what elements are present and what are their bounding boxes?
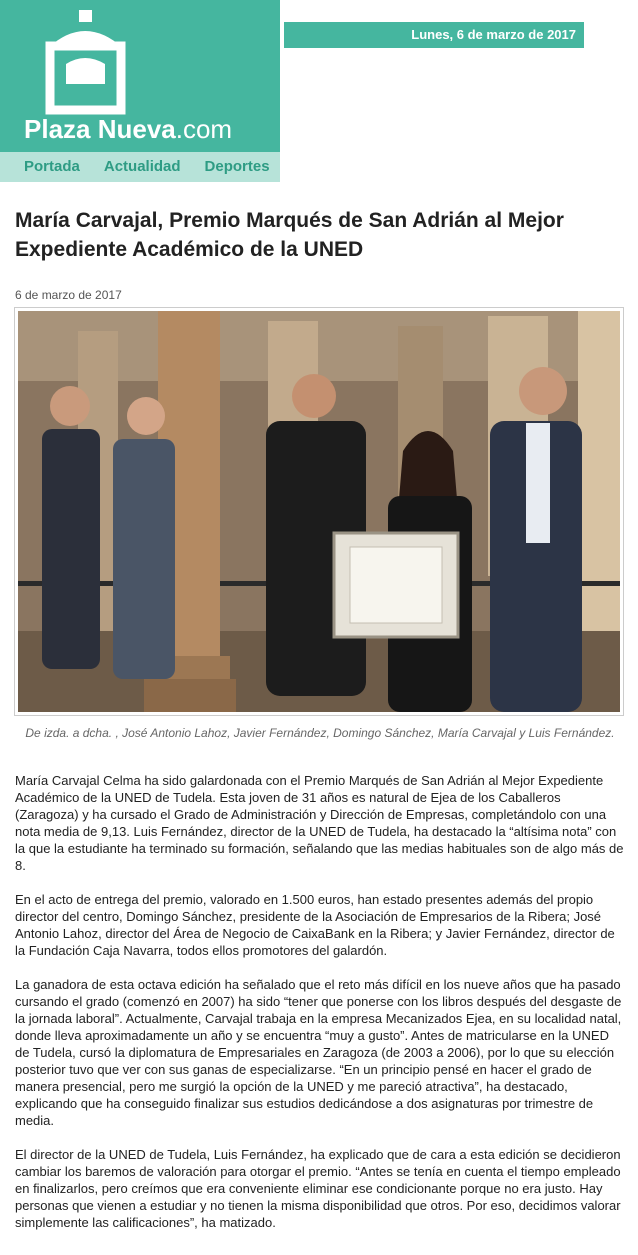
- group-photo-image: [18, 311, 620, 712]
- nav-item-actualidad[interactable]: Actualidad: [103, 158, 181, 175]
- article-paragraph: María Carvajal Celma ha sido galardonada con el Premio Marqués de San Adrián al Mejor Expediente Académico de la UNED de Tudela. Esta joven de 31 años es natural de Ejea de los Caballeros (Zaragoza) y ha cursado el Grado de Administración y Dirección de Empresas, completándolo con una nota media de 9,13. Luis Fernández, director de la UNED de Tudela, ha destacado la “altísima nota” con la que la estudiante ha terminado su formación, señalando que las medias habituales son de algo más de 8.: [15, 773, 624, 873]
- site-logo[interactable]: [0, 0, 280, 152]
- article-paragraph: El director de la UNED de Tudela, Luis Fernández, ha explicado que de cara a esta edición se decidieron cambiar los baremos de valoración para otorgar el premio. “Antes se tenía en cuenta el tiempo empleado en finalizarlos, pero creímos que era conveniente eliminar ese condicionante porque no era justo. Hay personas que vienen a estudiar y no tienen la misma disponibilidad que otros. Por eso, decidimos valorar simplemente las calificaciones”, ha matizado.: [15, 1147, 621, 1230]
- main-nav: [0, 152, 280, 182]
- site-name-main: Plaza Nueva: [24, 114, 176, 144]
- article-paragraph: En el acto de entrega del premio, valorado en 1.500 euros, han estado presentes además del propio director del centro, Domingo Sánchez, presidente de la Asociación de Empresarios de la Ribera; José Antonio Lahoz, director del Área de Negocio de CaixaBank en la Ribera; y Javier Fernández, director de la Fundación Caja Navarra, todos ellos promotores del galardón.: [15, 892, 615, 958]
- article-date: 6 de marzo de 2017: [15, 288, 122, 302]
- nav-item-deportes[interactable]: Deportes: [204, 158, 270, 175]
- nav-item-portada[interactable]: Portada: [24, 158, 80, 175]
- article-photo: [14, 307, 624, 716]
- site-name-tld: .com: [175, 114, 233, 144]
- article-title: María Carvajal, Premio Marqués de San Adrián al Mejor Expediente Académico de la UNED: [15, 209, 564, 261]
- site-header: [0, 0, 638, 190]
- article-paragraph: La ganadora de esta octava edición ha señalado que el reto más difícil en los nueve años que ha pasado cursando el grado (comenzó en 2007) ha sido “tener que ponerse con los libros después del desgaste de la jornada laboral”. Actualmente, Carvajal trabaja en la empresa Mecanizados Ejea, en su localidad natal, donde lleva aproximadamente un año y se encuentra “muy a gusto”. Antes de matricularse en la UNED de Tudela, cursó la diplomatura de Empresariales en Zaragoza (de 2003 a 2006), por lo que su elección posterior tuvo que ver con sus ganas de especializarse. “En un principio pensé en hacer el grado de manera presencial, pero me surgió la opción de la UNED y me pareció atractiva”, ha destacado, explicando que ha conseguido finalizar sus estudios dedicándose a dos asignaturas por trimestre de media.: [15, 977, 622, 1128]
- photo-caption: De izda. a dcha. , José Antonio Lahoz, Javier Fernández, Domingo Sánchez, María Carvajal y Luis Fernández.: [25, 726, 615, 740]
- building-logo-icon: [38, 8, 133, 116]
- article-body: [15, 772, 627, 1248]
- header-date: Lunes, 6 de marzo de 2017: [284, 22, 584, 48]
- site-name: [24, 114, 232, 145]
